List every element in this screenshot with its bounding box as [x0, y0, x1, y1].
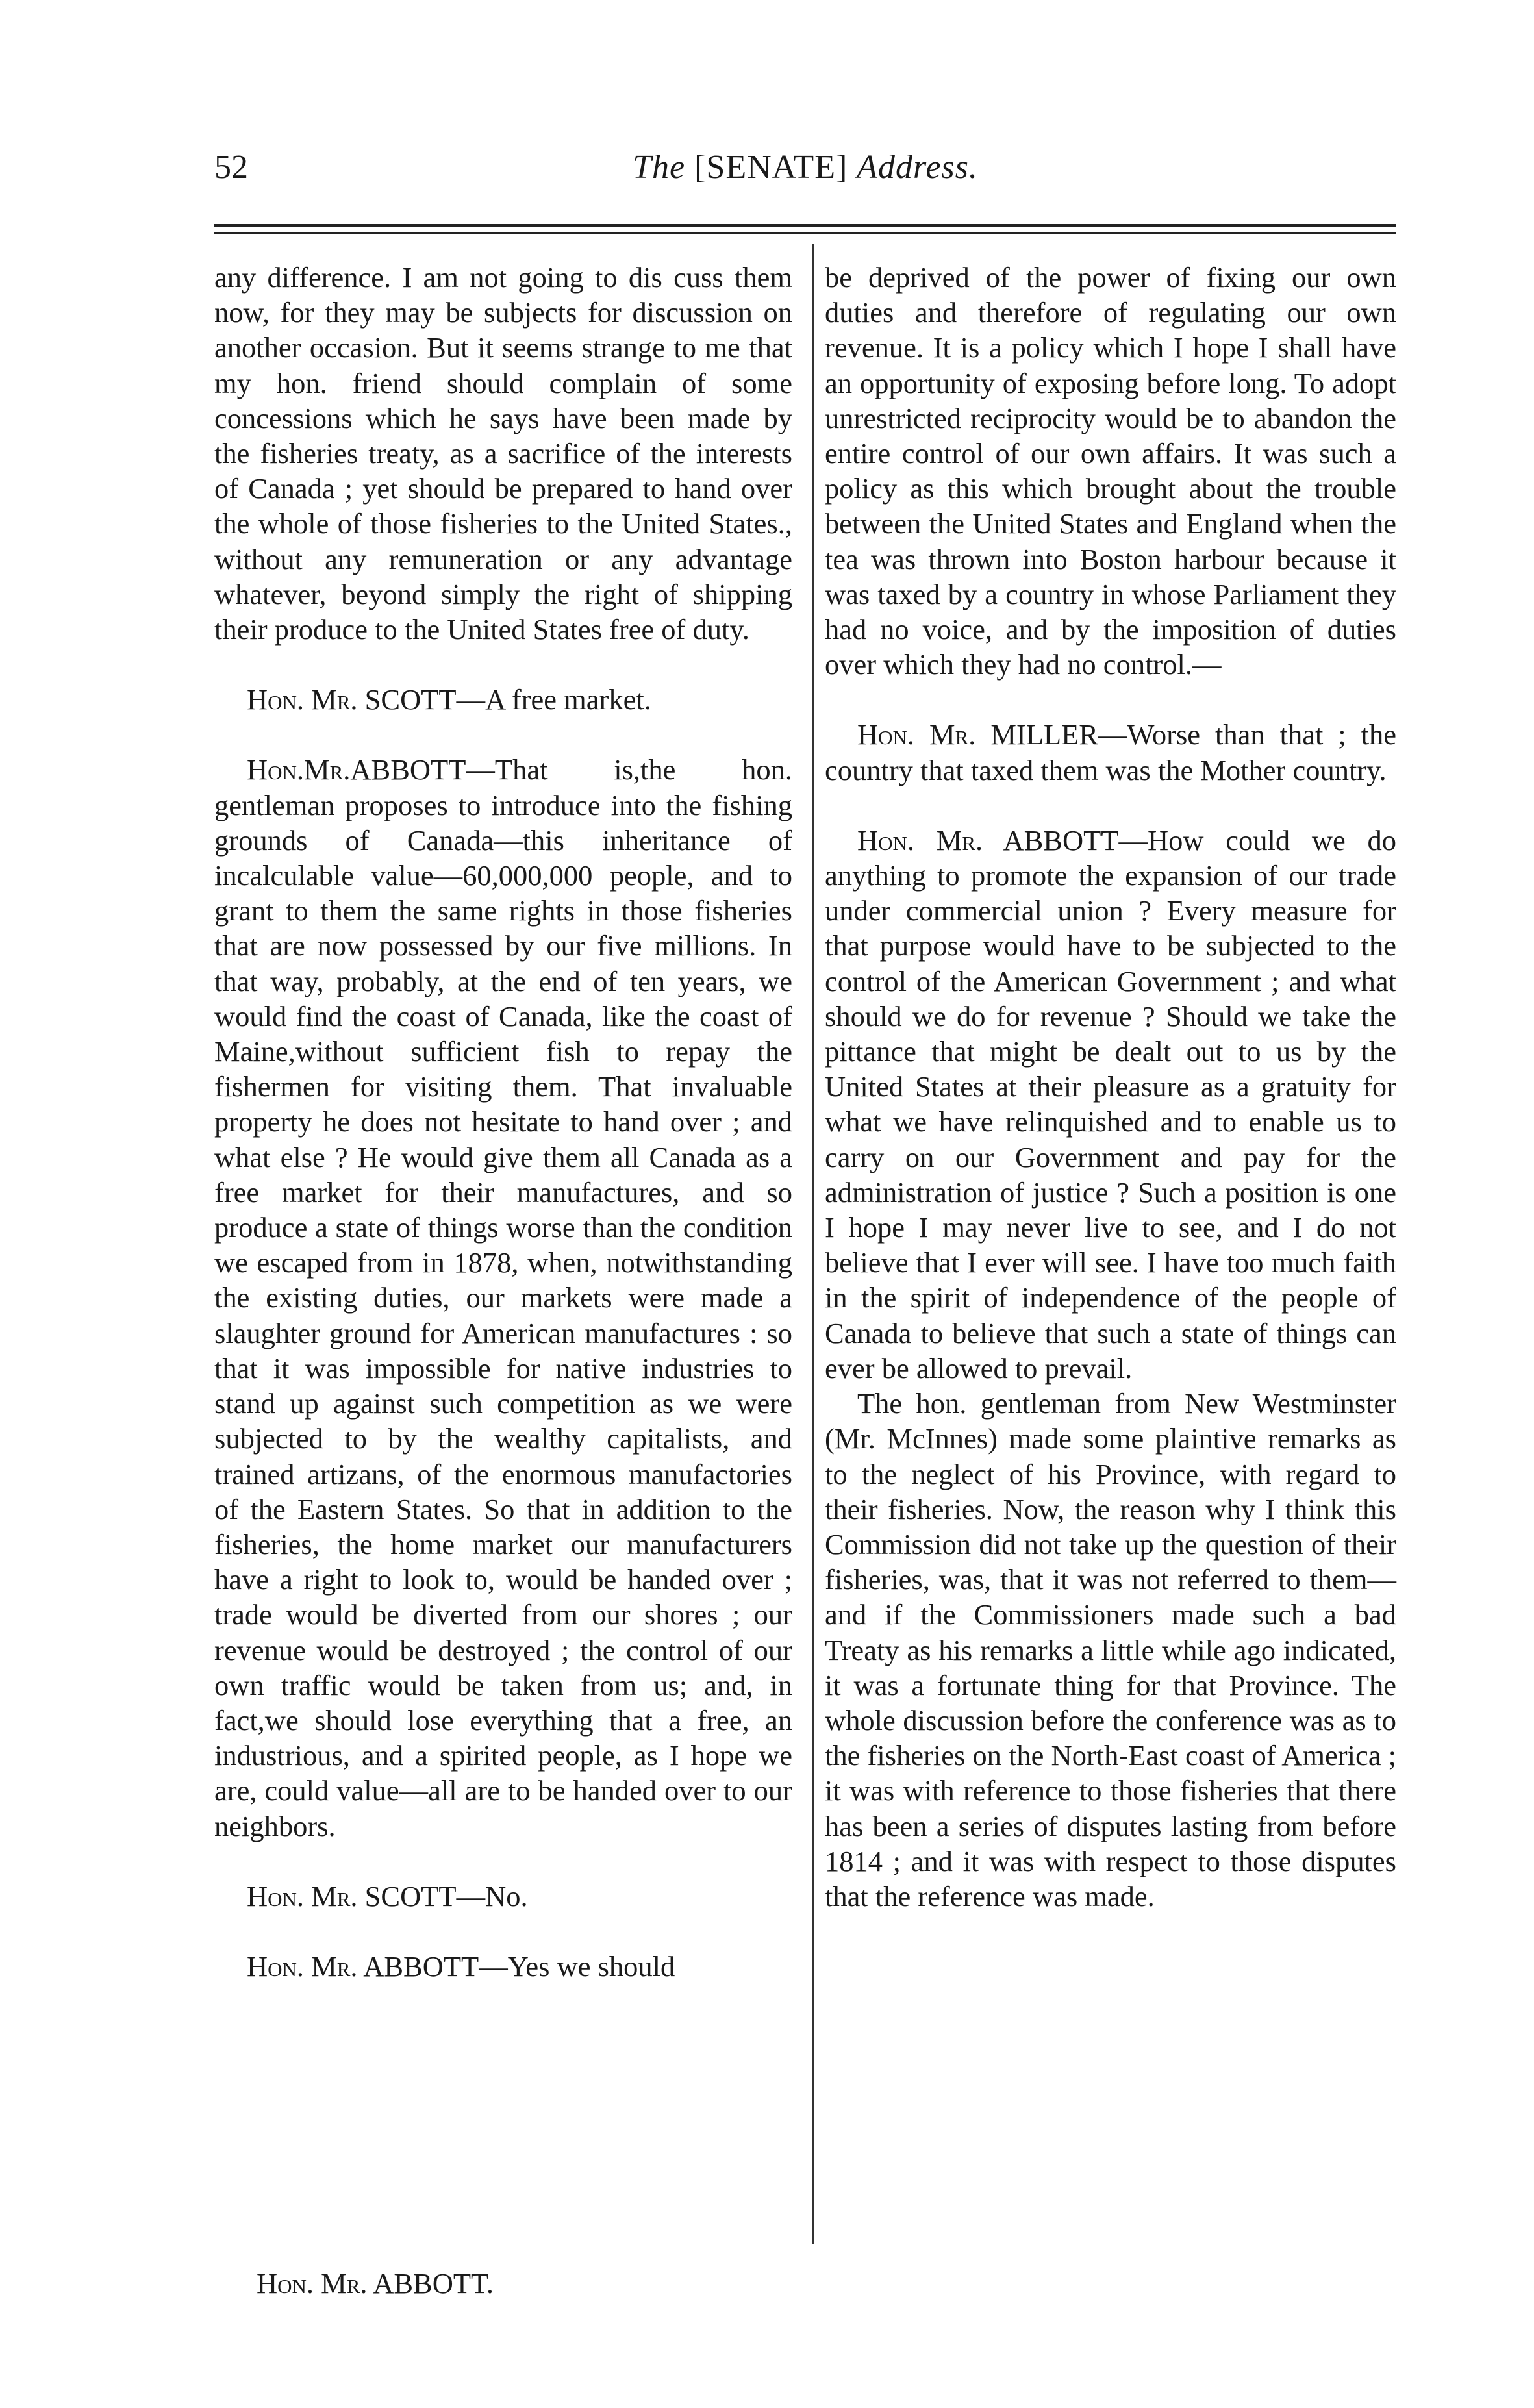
paragraph: be deprived of the power of fixing our own duties and therefore of regulating our own revenue. It is a policy which I hope I shall have an opportunity of exposing before long. To adopt unrestricted reciprocity would be to abandon the entire control of our own affairs. It was such a policy as this which brought about the trouble between the United States and England when the tea was thrown into Boston harbour because it was taxed by a country in whose Parliament they had no voice, and by the imposition of duties over which they had no control.—: [825, 261, 1396, 681]
speech-text: —A free market.: [456, 683, 651, 716]
speaker-name: Hon.Mr.ABBOTT: [247, 753, 466, 786]
speaker-name: Hon. Mr. SCOTT: [247, 1879, 457, 1913]
speech-text: —Yes we should: [479, 1950, 675, 1983]
running-title: [214, 142, 1396, 194]
running-title-prefix: The: [633, 149, 686, 186]
speaker-name: Hon. Mr. MILLER: [857, 718, 1098, 751]
speech-paragraph: [825, 717, 1396, 787]
page-number: 52: [214, 149, 248, 186]
page-header: [214, 142, 1396, 194]
speech-text: —That is,the hon. gentleman proposes to introduce into the fishing grounds of Canada—this inheritance of incalculable value—60,000,000 people, and to grant to them the same rights in those fisheries that are now possessed by our five millions. In that way, probably, at the end of ten years, we would find the coast of Canada, like the coast of Maine,without sufficient fish to repay the fishermen for visiting them. That invaluable property he does not hesitate to hand over ; and what else ? He would give them all Canada as a free market for their manufactures, and so produce a state of things worse than the condition we escaped from in 1878, when, notwithstanding the existing duties, our markets were made a slaughter ground for American manufactures : so that it was impossible for native industries to stand up against such competition as we were subjected to by the wealthy capitalists, and trained artizans, of the enormous manufactories of the Eastern States. So that in addition to the fisheries, the home market our manufacturers have a right to look to, would be handed over ; trade would be diverted from our shores ; our revenue would be destroyed ; the control of our own traffic would be taken from us; and, in fact,we should lose everything that a free, an industrious, and a spirited people, as I hope we are, could value—all are to be handed over to our neighbors.: [214, 753, 792, 1842]
running-title-suffix: Address.: [857, 149, 978, 186]
speech-text: —How could we do anything to promote the expansion of our trade under commercial union ? Every measure for that purpose would have to be subjected to the control of the American Government ; and what should we do for revenue ? Should we take the pittance that might be dealt out to us by the United States at their pleasure as a gratuity for what we have relinquished and to enable us to carry on our Government and pay for the administration of justice ? Such a position is one I hope I may never live to see, and I do not believe that I ever will see. I have too much faith in the spirit of independence of the people of Canada to believe that such a state of things can ever be allowed to prevail.: [825, 823, 1397, 1385]
speech-text: —Worse than that ; the country that taxed them was the Mother country.: [825, 718, 1396, 786]
speech-text: —No.: [456, 1879, 528, 1913]
right-column: [825, 260, 1396, 1914]
column-divider: [812, 244, 814, 2244]
speech-paragraph: [214, 752, 792, 1843]
speech-paragraph: [214, 1879, 792, 1914]
header-rule-thin: [214, 232, 1396, 234]
speech-paragraph: [825, 823, 1396, 1386]
speaker-name: Hon. Mr. SCOTT: [247, 683, 457, 716]
paragraph: The hon. gentleman from New Westminster (Mr. McInnes) made some plaintive remarks as to the neglect of his Province, with regard to their fisheries. Now, the reason why I think this Commission did not take up the question of their fisheries, was, that it was not referred to them—and if the Commissioners made such a bad Treaty as his remarks a little while ago indicated, it was a fortunate thing for that Province. The whole discussion before the conference was as to the fisheries on the North-East coast of America ; it was with reference to those fisheries that there has been a series of disputes lasting from before 1814 ; and it was with respect to those disputes that the reference was made.: [825, 1387, 1396, 1913]
left-column: [214, 260, 792, 1984]
speech-paragraph: [214, 682, 792, 717]
header-rule-thick: [214, 224, 1396, 227]
catchword: Hon. Mr. ABBOTT.: [257, 2267, 494, 2300]
speaker-name: Hon. Mr. ABBOTT: [247, 1950, 479, 1983]
speaker-name: Hon. Mr. ABBOTT: [857, 823, 1119, 857]
speech-paragraph: [214, 1949, 792, 1984]
paragraph: any difference. I am not going to dis cuss them now, for they may be subjects for discussion on another occasion. But it seems strange to me that my hon. friend should complain of some concessions which he says have been made by the fisheries treaty, as a sacrifice of the interests of Canada ; yet should be prepared to hand over the whole of those fisheries to the United States., without any remuneration or any advantage whatever, beyond simply the right of shipping their produce to the United States free of duty.: [214, 261, 792, 646]
running-title-middle: [SENATE]: [694, 149, 848, 186]
